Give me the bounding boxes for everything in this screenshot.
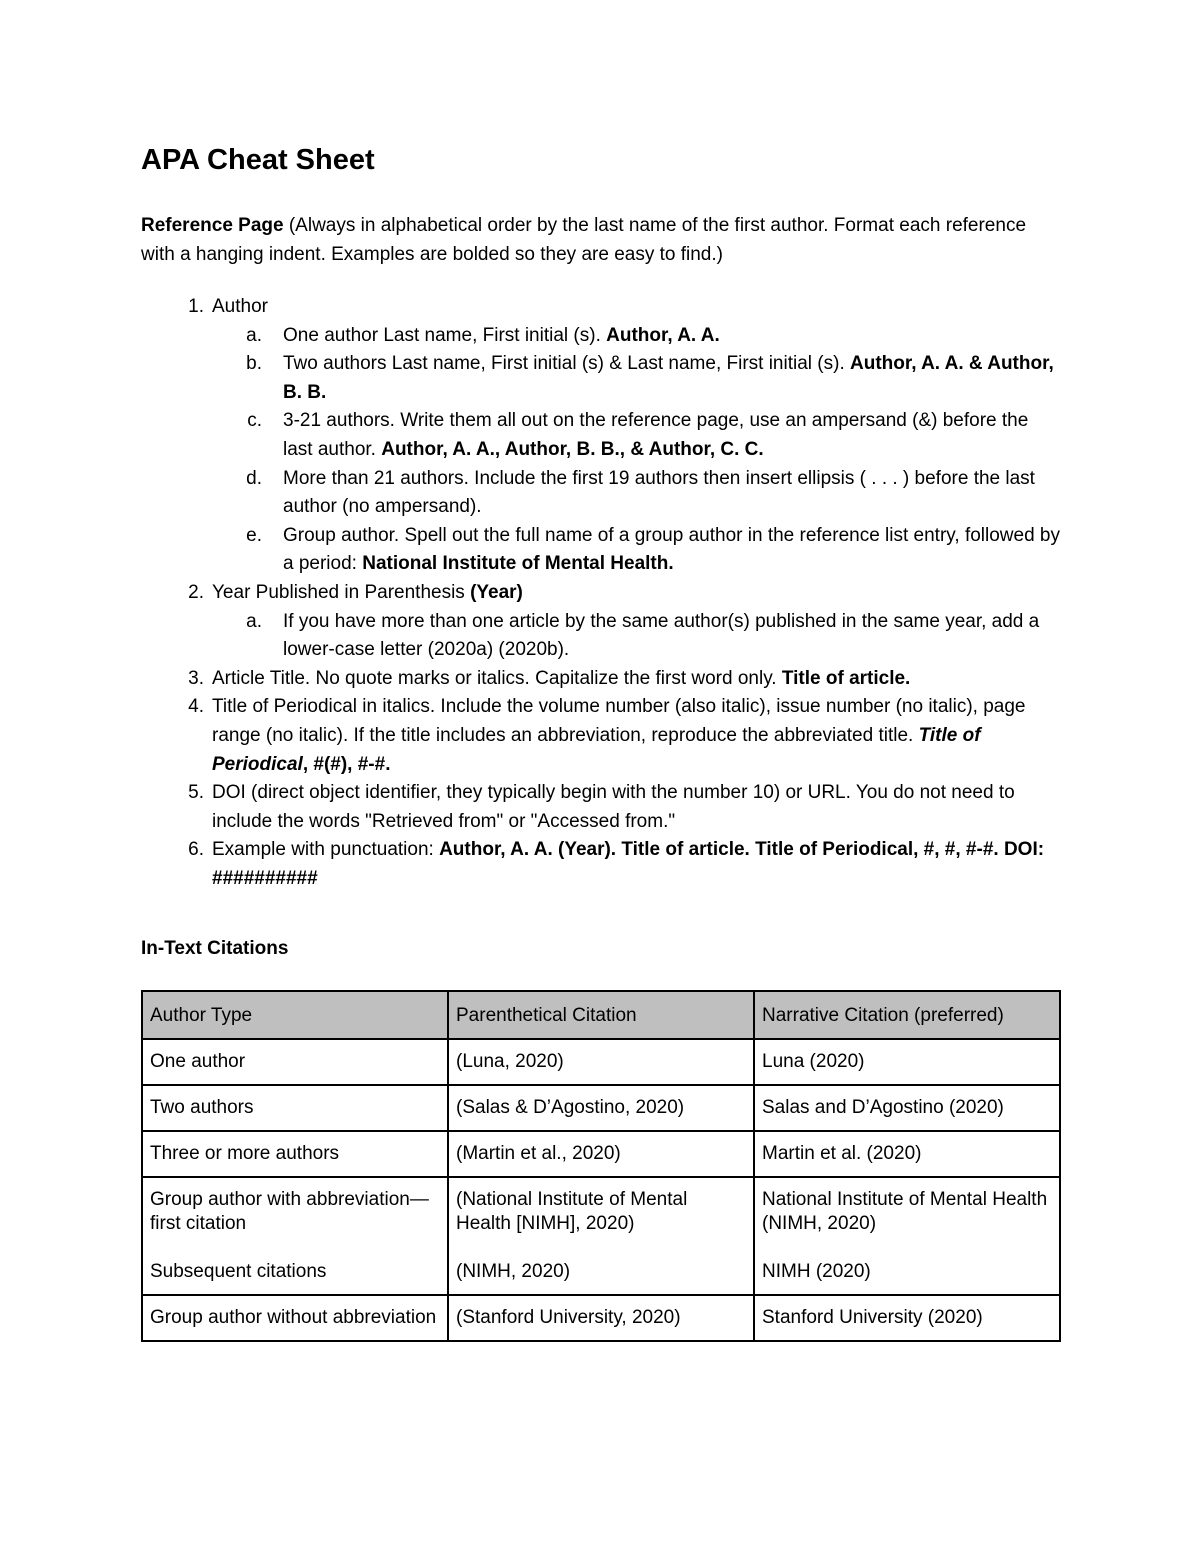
parenthetical-cell xyxy=(448,1177,754,1295)
sub-item-example: Author, A. A., Author, B. B., & Author, C. C. xyxy=(381,438,764,460)
sub-item xyxy=(212,608,1061,665)
page-title: APA Cheat Sheet xyxy=(141,144,375,176)
sub-number: a. xyxy=(246,610,262,632)
list-item-text: Example with punctuation: xyxy=(212,839,440,861)
section-title: In-Text Citations xyxy=(141,938,289,960)
list-item-example: Title of article. xyxy=(781,667,911,689)
sub-number: c. xyxy=(247,410,262,432)
author-sublist xyxy=(212,322,1061,579)
list-number: 1. xyxy=(188,296,204,317)
sub-item-text: If you have more than one article by the same author(s) published in the same year, add a lower-case letter (2020a) (2020b). xyxy=(283,610,1040,661)
document-page xyxy=(141,142,1061,1342)
year-sublist xyxy=(212,608,1061,665)
parenthetical-cell: (Stanford University, 2020) xyxy=(448,1295,754,1341)
list-item-example-italic: Title of Periodical xyxy=(212,724,981,775)
in-text-citations-table xyxy=(141,990,1061,1342)
sub-item-text: 3-21 authors. Write them all out on the reference page, use an ampersand (&) before the last author. xyxy=(283,410,1029,460)
list-item-text: Title of Periodical in italics. Include the volume number (also italic), issue number (no italic), page range (no italic). If the title includes an abbreviation, reproduce the abbreviated title. xyxy=(212,696,1026,746)
parenthetical-text: (National Institute of Mental Health [NIMH], 2020) xyxy=(456,1189,688,1235)
list-number: 4. xyxy=(188,696,204,718)
author-type-text: Group author with abbreviation—first citation xyxy=(150,1189,429,1235)
list-item-periodical xyxy=(141,693,1061,779)
sub-number: d. xyxy=(246,467,262,489)
table-row xyxy=(142,1085,1060,1131)
table-row xyxy=(142,1039,1060,1085)
list-item-example xyxy=(141,836,1061,893)
list-item-doi xyxy=(141,779,1061,836)
sub-number: b. xyxy=(246,353,262,375)
author-type-cell xyxy=(142,1177,448,1295)
list-item-example: Author, A. A. (Year). Title of article. Title of Periodical, #, #, #-#. DOI: ########## xyxy=(212,839,1045,889)
sub-item-text: More than 21 authors. Include the first 19 authors then insert ellipsis ( . . . ) before the last author (no ampersand). xyxy=(283,467,1035,518)
list-item-example: (Year) xyxy=(470,581,523,603)
sub-item-text: Two authors Last name, First initial (s) & Last name, First initial (s). xyxy=(283,353,851,375)
list-number: 3. xyxy=(188,667,204,689)
sub-item xyxy=(212,350,1061,407)
list-item-article-title xyxy=(141,665,1061,694)
list-item-year xyxy=(141,579,1061,665)
table-row xyxy=(142,1295,1060,1341)
author-type-subsequent: Subsequent citations xyxy=(150,1261,327,1283)
author-type-cell: Group author without abbreviation xyxy=(142,1295,448,1341)
list-item-text: Year Published in Parenthesis xyxy=(212,581,471,603)
list-item-text: Author xyxy=(212,296,268,317)
table-row xyxy=(142,1177,1060,1295)
column-header: Author Type xyxy=(142,991,448,1039)
sub-item-text: One author Last name, First initial (s). xyxy=(283,324,607,346)
list-number: 5. xyxy=(188,782,204,804)
list-item-author xyxy=(141,293,1061,579)
sub-item xyxy=(212,322,1061,351)
sub-item-text: Group author. Spell out the full name of a group author in the reference list entry, followed by a period: xyxy=(283,524,1060,575)
narrative-subsequent: NIMH (2020) xyxy=(762,1261,871,1283)
parenthetical-cell: (Luna, 2020) xyxy=(448,1039,754,1085)
column-header: Narrative Citation (preferred) xyxy=(754,991,1060,1039)
sub-number: a. xyxy=(246,324,262,346)
author-type-cell: Three or more authors xyxy=(142,1131,448,1177)
author-type-cell: One author xyxy=(142,1039,448,1085)
parenthetical-cell: (Martin et al., 2020) xyxy=(448,1131,754,1177)
parenthetical-subsequent: (NIMH, 2020) xyxy=(456,1261,571,1283)
reference-page-intro xyxy=(141,211,1056,269)
sub-item xyxy=(212,465,1061,522)
narrative-cell: Salas and D’Agostino (2020) xyxy=(754,1085,1060,1131)
list-item-text: DOI (direct object identifier, they typically begin with the number 10) or URL. You do not need to include the words "Retrieved from" or "Accessed from." xyxy=(212,782,1015,832)
reference-page-label: Reference Page xyxy=(141,215,284,236)
table-row xyxy=(142,1131,1060,1177)
list-item-text: Article Title. No quote marks or italics. Capitalize the first word only. xyxy=(212,667,782,689)
table-header-row xyxy=(142,991,1060,1039)
sub-number: e. xyxy=(246,524,262,546)
parenthetical-cell: (Salas & D’Agostino, 2020) xyxy=(448,1085,754,1131)
narrative-cell: Luna (2020) xyxy=(754,1039,1060,1085)
sub-item-example: Author, A. A. & Author, B. B. xyxy=(283,353,1054,403)
narrative-cell: Martin et al. (2020) xyxy=(754,1131,1060,1177)
author-type-cell: Two authors xyxy=(142,1085,448,1131)
sub-item-example: National Institute of Mental Health. xyxy=(362,553,674,575)
sub-item xyxy=(212,522,1061,579)
column-header: Parenthetical Citation xyxy=(448,991,754,1039)
narrative-text: National Institute of Mental Health (NIMH, 2020) xyxy=(762,1189,1048,1235)
list-number: 2. xyxy=(188,581,204,603)
sub-item-example: Author, A. A. xyxy=(606,324,720,346)
narrative-cell: Stanford University (2020) xyxy=(754,1295,1060,1341)
reference-page-description: (Always in alphabetical order by the last name of the first author. Format each reference with a hanging indent. Examples are bolded so they are easy to find.) xyxy=(141,215,1027,265)
list-item-example: , #(#), #-#. xyxy=(302,753,391,775)
sub-item xyxy=(212,407,1061,464)
list-number: 6. xyxy=(188,839,204,861)
narrative-cell xyxy=(754,1177,1060,1295)
reference-list xyxy=(141,293,1061,893)
